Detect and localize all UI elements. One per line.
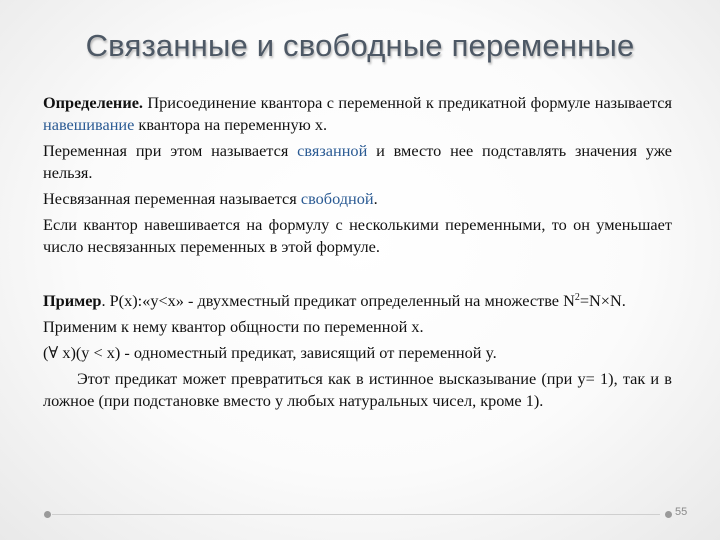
example-text-b: =N×N. (579, 291, 626, 310)
quantifier-count-paragraph: Если квантор навешивается на формулу с несколькими переменными, то он уменьшает число несвязанных переменных в этой формуле. (43, 215, 672, 256)
term-naveshivanie: навешивание (43, 115, 135, 134)
term-svyazannoy: связанной (297, 141, 368, 160)
slide-body (43, 92, 672, 416)
bound-variable-paragraph (43, 140, 672, 184)
page-number: 55 (675, 506, 688, 518)
free-text-a: Несвязанная переменная называется (43, 189, 301, 208)
example-paragraph (43, 290, 672, 312)
predicate-truth-paragraph: Этот предикат может превратиться как в истинное высказывание (при y= 1), так и в ложное (при подстановке вместо y любых натуральных чисел, кроме 1). (43, 369, 672, 410)
definition-text-a: Присоединение квантора с переменной к предикатной формуле называется (143, 93, 672, 112)
free-text-b: . (373, 189, 378, 208)
definition-label: Определение. (43, 93, 143, 112)
example-label: Пример (43, 291, 102, 310)
example-text-a: . P(x):«y<x» - двухместный предикат определенный на множестве N (101, 291, 575, 310)
one-place-predicate-paragraph: (∀ x)(y < x) - одноместный предикат, зависящий от переменной y. (43, 343, 497, 362)
footer-dot-left-icon (44, 511, 51, 518)
term-svobodnoy: свободной (300, 189, 374, 208)
slide-title: Связанные и свободные переменные (85, 28, 635, 63)
definition-text-b: квантора на переменную x. (134, 115, 328, 134)
bound-text-a: Переменная при этом называется (43, 141, 298, 160)
free-variable-paragraph (43, 188, 672, 210)
bound-text-b: и вместо нее подставлять значения уже нельзя. (43, 141, 672, 182)
definition-paragraph (43, 92, 672, 136)
paragraph-gap (43, 262, 672, 290)
apply-quantifier-paragraph: Применим к нему квантор общности по переменной x. (43, 317, 424, 336)
example-superscript: 2 (574, 292, 580, 303)
footer-divider (52, 514, 660, 515)
footer-dot-right-icon (665, 511, 672, 518)
